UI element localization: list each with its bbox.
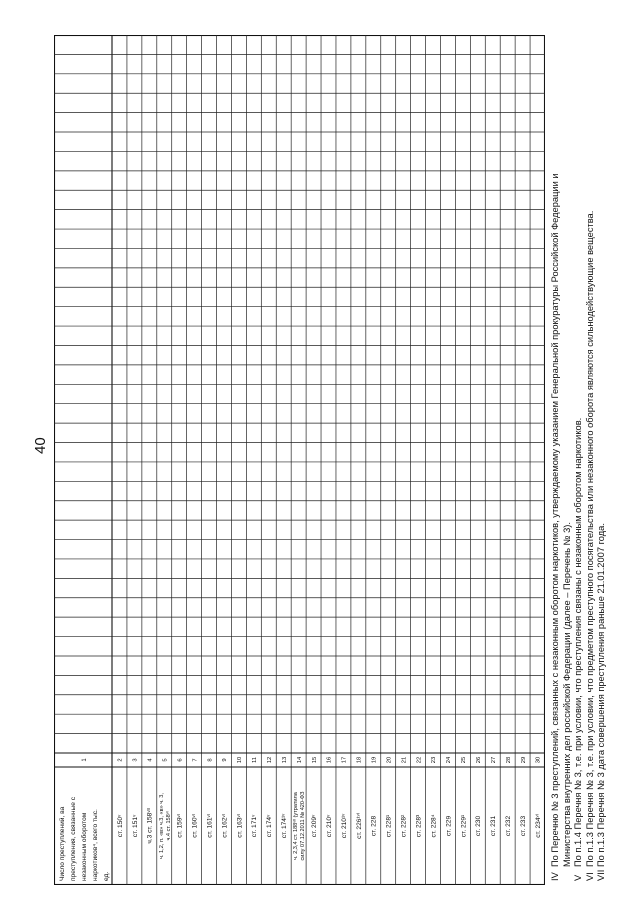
row-number: 9	[222, 758, 229, 762]
row-number: 20	[386, 756, 393, 764]
row-label: ст. 160ᵛᴵ	[191, 814, 199, 838]
row-number: 14	[296, 756, 303, 764]
row-number: 19	[371, 756, 378, 764]
row-label: ст. 233	[520, 815, 528, 837]
row-number: 25	[461, 756, 468, 764]
row-label: ст. 210ᵛ	[325, 814, 333, 838]
footnote-vi	[585, 31, 597, 881]
row-label: ст. 228⁴	[430, 814, 438, 838]
page-number: 40	[32, 437, 49, 454]
row-number: 15	[311, 756, 318, 764]
footnote-v	[573, 31, 585, 881]
row-label: ст. 230	[475, 815, 483, 837]
header-label-line: наркотиков⁴, всего тыс.	[92, 809, 99, 881]
row-number: 29	[520, 756, 527, 764]
header-label-line: Число преступлений, ва	[59, 806, 66, 881]
row-number: 12	[266, 756, 273, 764]
row-label: ст. 228¹	[385, 814, 393, 838]
footnote-marker: V	[573, 874, 584, 881]
row-label: ст. 162ᵛᴵ	[221, 814, 229, 838]
row-number: 8	[207, 758, 214, 762]
header-label-line: преступления, связанные с	[70, 796, 77, 881]
row-number: 13	[281, 756, 288, 764]
footnote-iv	[550, 31, 562, 881]
row-label-continued: ч.4 ст. 158ᵛᴵ	[165, 811, 172, 841]
row-label: ст. 234ᵛᴵ	[534, 814, 542, 838]
footnote-text: Министерства внутренних дел российской Федерации (далее – Перечень № 3).	[561, 522, 572, 867]
row-number: 6	[177, 758, 184, 762]
row-label: ст. 228	[370, 815, 378, 837]
row-number: 5	[162, 758, 169, 762]
footnote-marker: VI	[584, 872, 595, 881]
row-number: 17	[341, 756, 348, 764]
footnote-marker: IV	[550, 872, 560, 881]
footnote-marker: VII	[596, 869, 607, 881]
row-number: 23	[431, 756, 438, 764]
row-number: 27	[490, 756, 497, 764]
row-label: ч. 1,2, п. «в» ч.3, «в» ч. 3,	[158, 793, 165, 859]
row-number: 24	[446, 756, 453, 764]
row-label: ст. 159ᵛᴵ	[176, 814, 184, 838]
row-label: ст. 171ᵛ	[251, 814, 259, 838]
row-number: 30	[535, 756, 542, 764]
header-label-line: незаконным оборотом	[81, 812, 88, 881]
row-label: ст. 229¹	[460, 814, 468, 838]
header-label-line: ед.	[103, 871, 110, 881]
row-label: ст. 210¹ᵛ	[340, 813, 348, 839]
row-label: ст. 174ᵛ	[266, 814, 274, 838]
footnote-text: По п.1.3 Перечня № 3, т.е. при условии, что предметом преступного посягательства или незаконного оборота являются сильнодействующие вещества.	[584, 210, 595, 867]
row-number: 22	[416, 756, 423, 764]
row-number: 11	[252, 756, 259, 764]
row-label: ст. 228²	[400, 814, 408, 838]
row-label: ст. 161ᵛᴵ	[206, 814, 214, 838]
footnotes	[550, 31, 608, 881]
statistics-table	[54, 35, 545, 885]
row-label: ст. 163ᵛᴵ	[236, 814, 244, 838]
row-label: ст. 151ᵛ	[131, 814, 139, 838]
footnote-text: По п.1.4 Перечня № 3, т.е. при условии, что преступления связаны с незаконным оборотом наркотиков.	[573, 417, 584, 867]
row-label: ст. 209ᵛ	[310, 814, 318, 838]
footnote-iv-continued	[562, 31, 574, 881]
row-number: 16	[326, 756, 333, 764]
row-label: ст. 226¹ᵛᴵ	[355, 813, 363, 839]
row-number: 7	[192, 758, 199, 762]
table-grid	[54, 35, 545, 885]
row-number: 21	[401, 756, 408, 764]
footnote-vii	[596, 31, 608, 881]
row-number: 26	[476, 756, 483, 764]
row-label: ст. 232	[505, 815, 513, 837]
row-number: 10	[237, 756, 244, 764]
row-label: ст. 228³	[415, 814, 423, 838]
row-label: ст. 229	[445, 815, 453, 837]
header-row-number: 1	[82, 758, 88, 762]
footnote-text: По Перечню № 3 преступлений, связанных с незаконным оборотом наркотиков, утверждаемому указанием Генеральной прокуратуры Российской Федерации и	[550, 173, 560, 867]
row-number: 18	[356, 756, 363, 764]
row-label: ст. 231	[490, 815, 498, 837]
footnote-text: По п.1.3 Перечня № 3 дата совершения преступления раньше 21.01.2007 года.	[596, 523, 607, 867]
row-label: ст. 150ᵛ	[116, 814, 124, 838]
row-label: ч. 2,3,4 ст. 188ᵛᴵᴵ (утратила	[293, 792, 300, 860]
row-number: 28	[505, 756, 512, 764]
row-label: ч.3 ст. 158ᵛᴵᴵ	[146, 808, 154, 844]
row-number: 2	[117, 758, 124, 762]
row-number: 3	[132, 758, 139, 762]
row-label: ст. 174¹ᵛ	[281, 813, 289, 839]
row-number: 4	[147, 758, 154, 762]
row-label-continued: силу 07.12.2011 № 420-ФЗ	[300, 791, 307, 861]
